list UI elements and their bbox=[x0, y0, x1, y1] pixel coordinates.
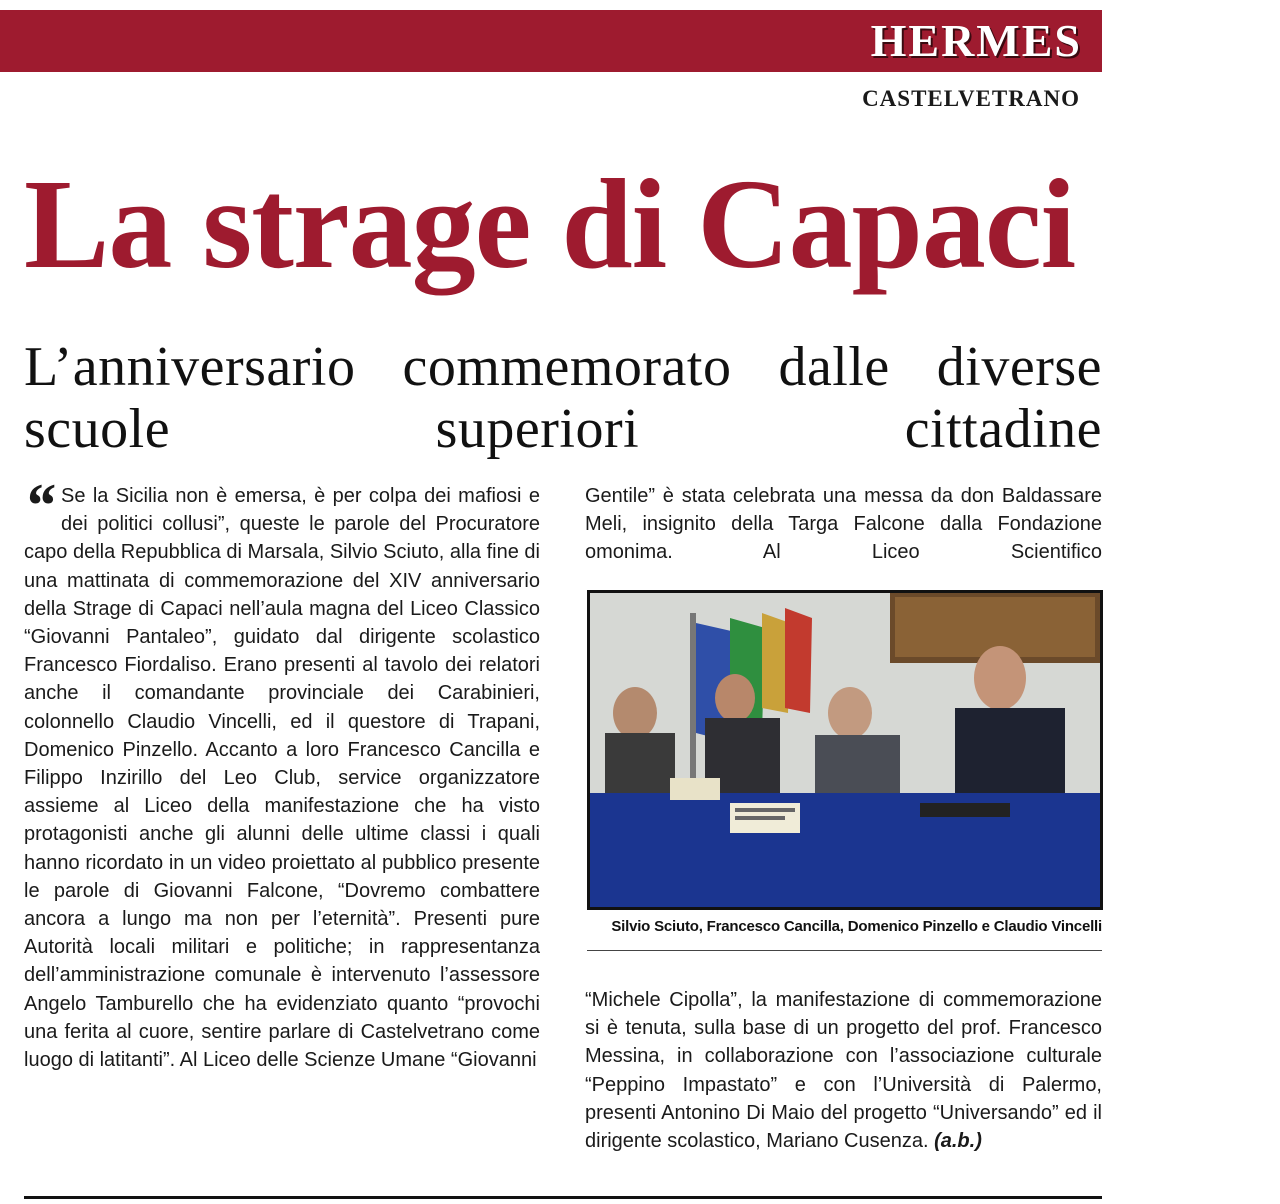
article-subhead: L’anniversario commemorato dalle diverse scuole superiori cittadine bbox=[24, 336, 1102, 460]
left-column-text: Se la Sicilia non è emersa, è per colpa dei mafiosi e dei politici collusi”, queste le parole del Procuratore capo della Repubblica di Marsala, Silvio Sciuto, alla fine di una mattinata di commemorazione del XIV anniversario della Strage di Capaci nell’aula magna del Liceo Classico “Giovanni Pantaleo”, guidato dal dirigente scolastico Francesco Fiordaliso. Erano presenti al tavolo dei relatori anche il comandante provinciale dei Carabinieri, colonnello Claudio Vincelli, ed il questore di Trapani, Domenico Pinzello. Accanto a loro Francesco Cancilla e Filippo Inzirillo del Leo Club, service organizzatore assieme al Liceo della manifestazione che ha visto protagonisti anche gli alunni delle ultime classi i quali hanno ricordato in un video proiettato al pubblico presente le parole di Giovanni Falcone, “Dovremo combattere ancora a lungo ma non per l’eternità”. Presenti pure Autorità locali militari e politiche; in rappresentanza dell’amministrazione comunale è intervenuto l’assessore Angelo Tamburello che ha evidenziato quanto “provochi una ferita al cuore, sentire parlare di Castelvetrano come luogo di latitanti”. Al Liceo delle Scienze Umane “Giovanni bbox=[24, 485, 540, 1072]
page-bottom-divider bbox=[24, 1196, 1102, 1199]
article-column-left bbox=[24, 472, 540, 1074]
photo-caption: Silvio Sciuto, Francesco Cancilla, Domenico Pinzello e Claudio Vincelli bbox=[611, 918, 1102, 935]
author-signature: (a.b.) bbox=[934, 1130, 982, 1153]
masthead-bar bbox=[0, 10, 1102, 72]
article-column-right-bottom bbox=[585, 986, 1102, 1155]
caption-divider bbox=[587, 950, 1102, 951]
article-headline: La strage di Capaci bbox=[24, 153, 1076, 295]
article-column-right-top: Gentile” è stata celebrata una messa da don Baldassare Meli, insignito della Targa Falcone dalla Fondazione omonima. Al Liceo Scientifico bbox=[585, 485, 1102, 564]
masthead-title: HERMES bbox=[870, 15, 1082, 66]
article-photo bbox=[587, 590, 1103, 910]
opening-quote-mark: “ bbox=[24, 472, 55, 540]
photo-illustration bbox=[590, 593, 1100, 907]
section-label: CASTELVETRANO bbox=[862, 86, 1080, 111]
right-column-bottom-text: “Michele Cipolla”, la manifestazione di commemorazione si è tenuta, sulla base di un progetto del prof. Francesco Messina, in collaborazione con l’associazione culturale “Peppino Impastato” e con l’Università di Palermo, presenti Antonino Di Maio del progetto “Universando” ed il dirigente scolastico, Mariano Cusenza. bbox=[585, 989, 1102, 1153]
